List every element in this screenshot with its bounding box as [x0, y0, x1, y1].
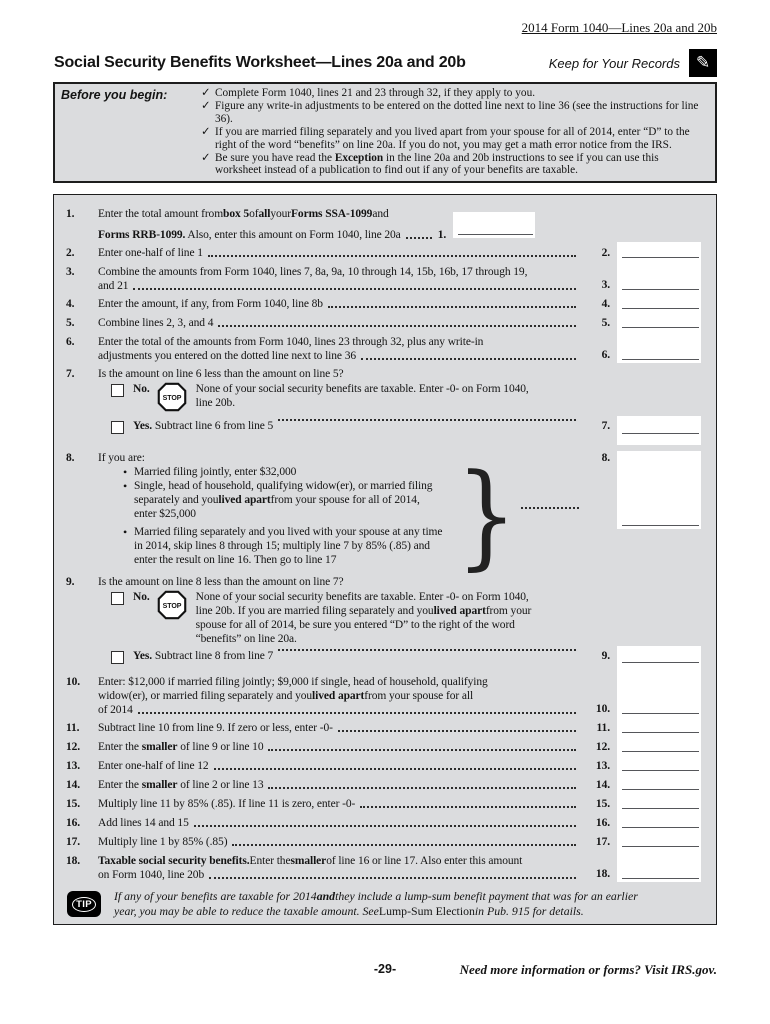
- worksheet-box: [53, 194, 717, 925]
- line7-yes-row: Yes. Subtract line 6 from line 5 7.: [54, 416, 716, 445]
- dotted-leader: [360, 797, 576, 808]
- checkbox-line9-no[interactable]: [111, 592, 124, 605]
- entry-line-5[interactable]: [617, 312, 701, 331]
- pencil-icon: ✎: [689, 49, 717, 77]
- line-number: 1.: [66, 208, 75, 220]
- curly-brace-icon: }: [456, 449, 517, 582]
- line9-no-row: No. STOP None of your social security benefits are taxable. Enter -0- on Form 1040, line 20b. If you are married filing separately and you lived apart from your spouse for all of 2014, be sure you entered “D” to the right of the word “benefits” on line 20a.: [54, 589, 716, 646]
- dotted-leader: [406, 237, 432, 239]
- worksheet-line-4: 4. Enter the amount, if any, from Form 1040, line 8b 4.: [54, 293, 716, 312]
- before-you-begin-box: [53, 82, 717, 183]
- worksheet-line-17: 17. Multiply line 1 by 85% (.85) 17.: [54, 831, 716, 850]
- stop-icon: [157, 590, 187, 624]
- dotted-leader: [521, 507, 579, 509]
- worksheet-line-14: 14. Enter the smaller of line 2 or line 13 14.: [54, 774, 716, 793]
- keep-for-records: [549, 49, 717, 77]
- dotted-leader: [218, 316, 576, 327]
- worksheet-line-5: 5. Combine lines 2, 3, and 4 5.: [54, 312, 716, 331]
- entry-line-15[interactable]: [617, 793, 701, 812]
- dotted-leader: [278, 419, 576, 421]
- entry-line-10[interactable]: [617, 669, 701, 717]
- page-title: Social Security Benefits Worksheet—Lines 20a and 20b: [54, 54, 466, 71]
- dotted-leader: [138, 703, 576, 714]
- entry-line-2[interactable]: [617, 242, 701, 261]
- worksheet-line-13: 13. Enter one-half of line 12 13.: [54, 755, 716, 774]
- bullet-icon: •: [123, 525, 128, 539]
- checkbox-line9-yes[interactable]: [111, 651, 124, 664]
- dotted-leader: [338, 721, 576, 732]
- no-label: No.: [133, 591, 150, 603]
- dotted-leader: [232, 835, 576, 846]
- line9-yes-row: Yes. Subtract line 8 from line 7 9.: [54, 646, 716, 669]
- dotted-leader: [208, 246, 576, 257]
- worksheet-line-2: 2. Enter one-half of line 1 2.: [54, 242, 716, 261]
- keep-for-records-label: Keep for Your Records: [548, 55, 680, 71]
- check-icon: ✓: [201, 99, 211, 112]
- title-row: [54, 48, 717, 78]
- check-icon: ✓: [201, 125, 211, 138]
- entry-line-9[interactable]: [617, 646, 701, 669]
- check-icon: ✓: [201, 87, 211, 99]
- page-footer: [53, 962, 717, 982]
- bullet-icon: •: [123, 465, 128, 479]
- checkbox-line7-no[interactable]: [111, 384, 124, 397]
- entry-line-17[interactable]: [617, 831, 701, 850]
- dotted-leader: [328, 297, 576, 308]
- check-icon: ✓: [201, 151, 211, 164]
- entry-line-1[interactable]: [453, 212, 535, 238]
- tip-note: TIP If any of your benefits are taxable for 2014 and they include a lump-sum benefit payment that was for an earlier year, you may be able to reduce the taxable amount. See Lump-Sum Election in Pub. 915 for details.: [67, 887, 702, 918]
- entry-line-7[interactable]: [617, 416, 701, 445]
- worksheet-line-16: 16. Add lines 14 and 15 16.: [54, 812, 716, 831]
- before-you-begin-items: [201, 87, 707, 177]
- dotted-leader: [214, 759, 576, 770]
- dotted-leader: [133, 279, 576, 290]
- entry-line-16[interactable]: [617, 812, 701, 831]
- worksheet-line-12: 12. Enter the smaller of line 9 or line 10 12.: [54, 736, 716, 755]
- svg-text:STOP: STOP: [162, 603, 181, 611]
- dotted-leader: [278, 649, 576, 651]
- page-header: [522, 20, 717, 36]
- checklist-item: ✓ If you are married filing separately and you lived apart from your spouse for all of 2014, enter “D” to the right of the word “benefits” on line 20a. If you do not, you may get a math error notice from the IRS.: [201, 125, 690, 151]
- no-label: No.: [133, 383, 150, 395]
- checklist-item: ✓ Complete Form 1040, lines 21 and 23 through 32, if they apply to you.: [201, 87, 536, 99]
- page-number: -29-: [373, 962, 397, 976]
- footer-info-text: Need more information or forms? Visit IRS.gov.: [459, 962, 717, 977]
- dotted-leader: [361, 349, 576, 360]
- worksheet-line-8: 8. If you are: • Married filing jointly, enter $32,000 • Single, head of household, qualifying widow(er), or married filing separately and you lived apart from your spouse for all of 2014, enter $25,000 • Married filing separately and you lived with your spouse at any time in 2014, skip lines 8 through 15; multiply line 7 by 85% (.85) and enter the result on line 16. Then go to line 17 } 8.: [54, 445, 716, 567]
- dotted-leader: [194, 816, 576, 827]
- entry-line-12[interactable]: [617, 736, 701, 755]
- dotted-leader: [209, 868, 576, 879]
- entry-line-3[interactable]: [617, 261, 701, 293]
- entry-line-8[interactable]: [617, 445, 701, 567]
- dotted-leader: [268, 740, 576, 751]
- worksheet-line-1: 1. Enter the total amount from box 5 of all your Forms SSA-1099 and Forms RRB-1099. Also, enter this amount on Form 1040, line 20a 1.: [54, 195, 716, 242]
- entry-line-11[interactable]: [617, 717, 701, 736]
- before-you-begin-label: Before you begin:: [61, 88, 168, 102]
- header-form-reference: 2014 Form 1040—Lines 20a and 20b: [521, 20, 717, 35]
- entry-line-14[interactable]: [617, 774, 701, 793]
- checklist-item: ✓ Figure any write-in adjustments to be entered on the dotted line next to line 36 (see the instructions for line 36).: [201, 99, 699, 125]
- worksheet-line-10: 10. Enter: $12,000 if married filing jointly; $9,000 if single, head of household, qualifying widow(er), or married filing separately and you lived apart from your spouse for all of 2014 10.: [54, 669, 716, 717]
- entry-line-4[interactable]: [617, 293, 701, 312]
- entry-line-13[interactable]: [617, 755, 701, 774]
- worksheet-line-15: 15. Multiply line 11 by 85% (.85). If line 11 is zero, enter -0- 15.: [54, 793, 716, 812]
- line7-no-row: No. STOP None of your social security benefits are taxable. Enter -0- on Form 1040, line 20b.: [54, 381, 716, 416]
- entry-line-18[interactable]: [617, 850, 701, 882]
- worksheet-line-18: 18. Taxable social security benefits. Enter the smaller of line 16 or line 17. Also enter this amount on Form 1040, line 20b 18.: [54, 850, 716, 882]
- entry-line-6[interactable]: [617, 331, 701, 363]
- checkbox-line7-yes[interactable]: [111, 421, 124, 434]
- bullet-icon: •: [123, 479, 128, 493]
- svg-text:STOP: STOP: [162, 395, 181, 403]
- worksheet-line-6: 6. Enter the total of the amounts from Form 1040, lines 23 through 32, plus any write-in adjustments you entered on the dotted line next to line 36 6.: [54, 331, 716, 363]
- checklist-item: ✓ Be sure you have read the Exception in the line 20a and 20b instructions to see if you can use this worksheet instead of a publication to find out if any of your benefits are taxable.: [201, 151, 659, 177]
- worksheet-line-11: 11. Subtract line 10 from line 9. If zero or less, enter -0- 11.: [54, 717, 716, 736]
- worksheet-line-3: 3. Combine the amounts from Form 1040, lines 7, 8a, 9a, 10 through 14, 15b, 16b, 17 through 19, and 21 3.: [54, 261, 716, 293]
- worksheet-line-7: 7. Is the amount on line 6 less than the amount on line 5?: [66, 368, 344, 380]
- worksheet-line-9: 9. Is the amount on line 8 less than the amount on line 7?: [66, 576, 344, 588]
- dotted-leader: [268, 778, 576, 789]
- stop-icon: [157, 382, 187, 416]
- tip-icon: TIP: [67, 891, 101, 917]
